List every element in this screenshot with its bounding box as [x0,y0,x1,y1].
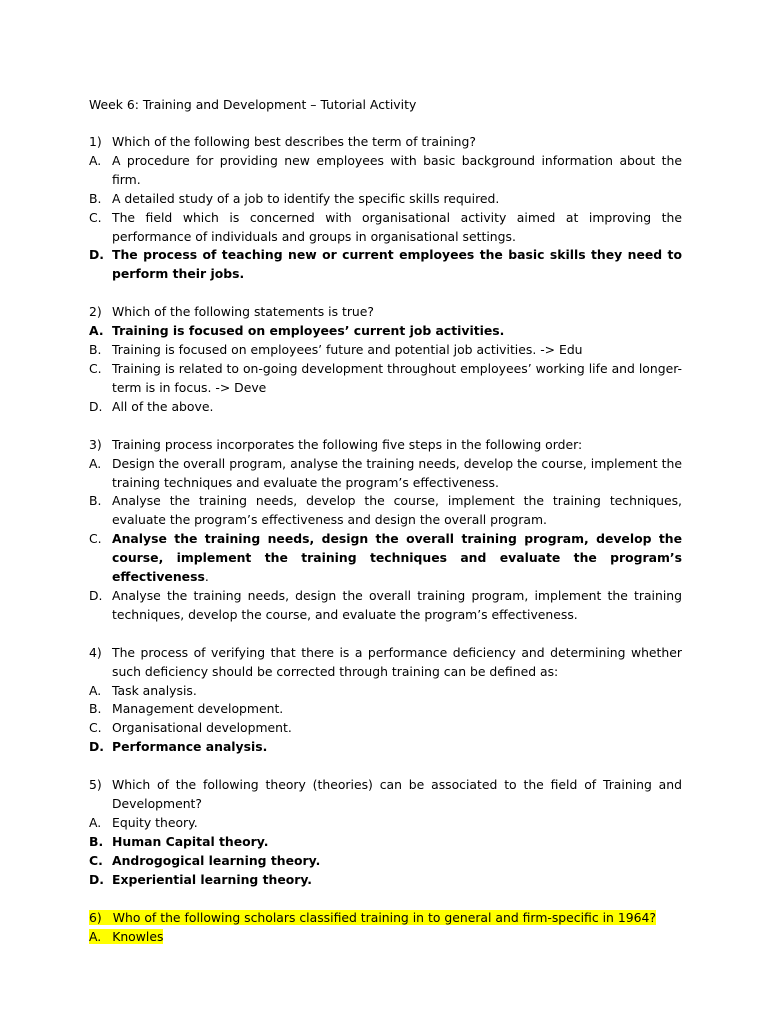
option-label: A. [89,929,112,944]
question-text: The process of verifying that there is a performance deficiency and determining whether such deficiency should be corrected through training can be defined as: [112,644,682,679]
option-label: A. [89,815,102,830]
option-text: Training is focused on employees’ future and potential job activities. -> Edu [112,342,583,358]
question-1 [89,133,682,284]
option-text-highlighted: Knowles [112,928,164,944]
option-text-answer: Androgogical learning theory. [112,852,321,868]
question-number: 2) [89,304,102,320]
answer-bold-text: Analyse the training needs, design the overall training program, develop the course, implement the training techniques and evaluate the program’s effectiveness [112,531,682,585]
option-label: D. [89,587,103,603]
option-text-answer: Human Capital theory. [112,833,269,849]
option-text: Training is related to on-going development throughout employees’ working life and longer-term is in focus. -> Deve [112,360,682,395]
option-label: A. [89,682,102,698]
option-label: B. [89,342,102,358]
question-number: 6) [89,910,113,925]
option-text-answer: Performance analysis. [112,739,268,755]
document-title: Week 6: Training and Development – Tutorial Activity [89,97,417,112]
question-text: Training process incorporates the following five steps in the following order: [112,436,583,452]
question-text-highlighted: Who of the following scholars classified training in to general and firm-specific in 1964? [112,909,656,925]
option-label: C. [89,852,103,868]
option-label: D. [89,871,104,887]
question-3 [89,436,682,625]
question-5 [89,776,682,889]
option-label: B. [89,701,102,717]
option-label: C. [89,360,102,376]
option-text: All of the above. [112,398,214,414]
question-text: Which of the following theory (theories) can be associated to the field of Training and Development? [112,777,682,812]
option-text: Management development. [112,701,284,717]
option-label: D. [89,739,104,755]
option-label: B. [89,493,102,509]
option-text-answer: The process of teaching new or current employees the basic skills they need to perform their jobs. [112,247,682,282]
option-label: A. [89,152,102,168]
option-text: A procedure for providing new employees with basic background information about the firm. [112,152,682,187]
option-text: Design the overall program, analyse the training needs, develop the course, implement the training techniques and evaluate the program’s effectiveness. [112,455,682,490]
question-number: 4) [89,644,102,660]
question-number: 1) [89,134,102,149]
option-label: C. [89,209,102,225]
option-label: B. [89,833,104,849]
option-text: Equity theory. [112,815,198,830]
question-4 [89,644,682,757]
option-text: Analyse the training needs, design the overall training program, implement the training techniques, develop the course, and evaluate the program’s effectiveness. [112,587,682,622]
question-number: 3) [89,436,102,452]
question-number: 5) [89,777,102,793]
option-text: Analyse the training needs, develop the course, implement the training techniques, evaluate the program’s effectiveness and design the overall program. [112,493,682,528]
option-text-answer: Training is focused on employees’ current job activities. [112,323,505,339]
option-label: A. [89,323,104,339]
option-text-answer: Experiential learning theory. [112,871,313,887]
option-label: C. [89,720,102,736]
question-text: Which of the following best describes the term of training? [112,134,476,149]
answer-suffix: . [204,569,209,585]
question-2 [89,303,682,416]
option-text-answer [112,530,682,587]
document-body [89,95,682,946]
option-label: D. [89,247,104,263]
option-text: Task analysis. [112,682,197,698]
option-text: Organisational development. [112,720,292,736]
question-6 [89,909,682,947]
option-text: The field which is concerned with organisational activity aimed at improving the performance of individuals and groups in organisational settings. [112,209,682,244]
option-label: A. [89,455,102,471]
question-text: Which of the following statements is true? [112,304,374,320]
option-label: C. [89,531,102,547]
option-label: B. [89,190,102,206]
option-label: D. [89,398,103,414]
option-text: A detailed study of a job to identify the specific skills required. [112,190,500,206]
